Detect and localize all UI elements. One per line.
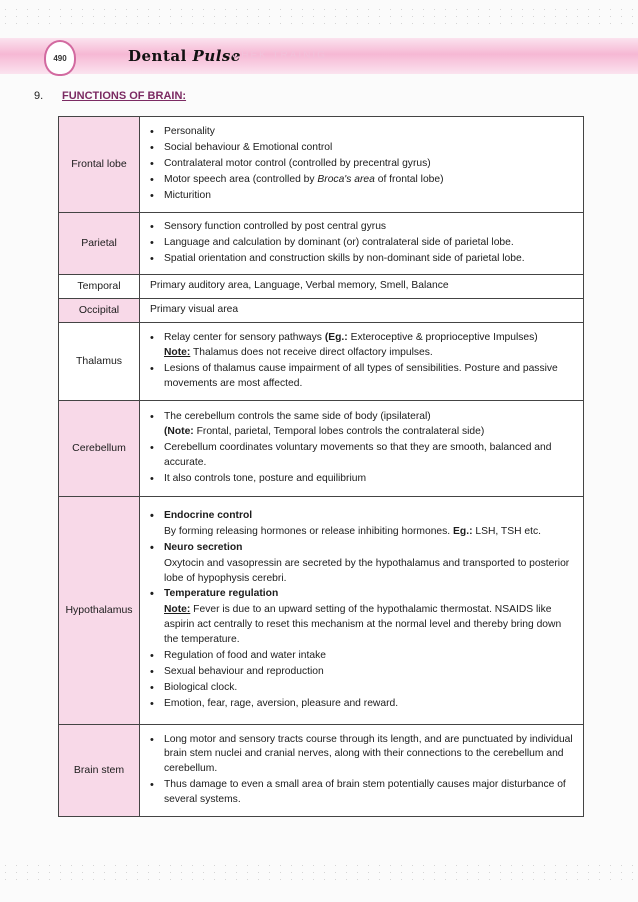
- row-label-cerebellum: Cerebellum: [59, 400, 140, 496]
- row-desc-frontal: [140, 117, 584, 213]
- header-ghost-text: CHEK TRAINIG: [232, 50, 327, 61]
- list-item: • Endocrine control: [150, 509, 575, 524]
- note-text: Note: Thalamus does not receive direct olfactory impulses.: [164, 347, 433, 359]
- table-row: [59, 117, 584, 213]
- page-number-badge: [44, 40, 76, 76]
- section-number: 9.: [34, 90, 44, 102]
- list-item: • Cerebellum coordinates voluntary movements so that they are smooth, balanced and accurate.: [150, 441, 575, 471]
- page-number: 490: [53, 53, 67, 63]
- row-desc-thalamus: [140, 322, 584, 400]
- list-item: • Sexual behaviour and reproduction: [150, 665, 575, 680]
- row-desc-cerebellum: [140, 400, 584, 496]
- list-item: • Motor speech area (controlled by Broca's area of frontal lobe): [150, 173, 575, 188]
- table-row: [59, 496, 584, 724]
- row-label-frontal: Frontal lobe: [59, 117, 140, 213]
- list-item: • Contralateral motor control (controlled by precentral gyrus): [150, 157, 575, 172]
- note-text: (Note: Frontal, parietal, Temporal lobes controls the contralateral side): [164, 426, 485, 438]
- bottom-speckle: [0, 862, 638, 880]
- row-desc-temporal: Primary auditory area, Language, Verbal memory, Smell, Balance: [140, 275, 584, 299]
- list-item: • Temperature regulation: [150, 587, 575, 602]
- row-desc-hypothalamus: [140, 496, 584, 724]
- sub-text: Note: Fever is due to an upward setting of the hypothalamic thermostat. NSAIDS like aspirin act centrally to reset this mechanism at the normal level and thereby bring down the temperature.: [164, 604, 562, 646]
- list-item: • Thus damage to even a small area of brain stem potentially causes major disturbance of several systems.: [150, 778, 575, 808]
- row-label-parietal: Parietal: [59, 213, 140, 275]
- list-item: • Long motor and sensory tracts course through its length, and are punctuated by individual brain stem nuclei and cranial nerves, along with their connections to the cerebellum and cerebellum.: [150, 733, 575, 778]
- sub-text: By forming releasing hormones or release inhibiting hormones. Eg.: LSH, TSH etc.: [164, 525, 541, 537]
- list-item: • The cerebellum controls the same side of body (ipsilateral): [150, 410, 575, 425]
- row-label-temporal: Temporal: [59, 275, 140, 299]
- list-item: • It also controls tone, posture and equilibrium: [150, 472, 575, 487]
- list-item: • Relay center for sensory pathways (Eg.: Exteroceptive & proprioceptive Impulses): [150, 331, 575, 346]
- top-speckle: [0, 6, 638, 24]
- table-row: [59, 400, 584, 496]
- list-item: • Language and calculation by dominant (or) contralateral side of parietal lobe.: [150, 236, 575, 251]
- table-row: [59, 213, 584, 275]
- row-label-brainstem: Brain stem: [59, 724, 140, 816]
- row-desc-occipital: Primary visual area: [140, 298, 584, 322]
- table-row: [59, 275, 584, 299]
- row-desc-parietal: [140, 213, 584, 275]
- row-label-thalamus: Thalamus: [59, 322, 140, 400]
- list-item: • Personality: [150, 125, 575, 140]
- table-row: [59, 724, 584, 816]
- list-item: • Social behaviour & Emotional control: [150, 141, 575, 156]
- section-title: FUNCTIONS OF BRAIN:: [62, 90, 187, 102]
- list-item: • Spatial orientation and construction skills by non-dominant side of parietal lobe.: [150, 252, 575, 267]
- row-desc-brainstem: [140, 724, 584, 816]
- list-item: • Emotion, fear, rage, aversion, pleasure and reward.: [150, 697, 575, 712]
- list-item: • Sensory function controlled by post central gyrus: [150, 220, 575, 235]
- brain-functions-table: [58, 116, 584, 817]
- row-label-occipital: Occipital: [59, 298, 140, 322]
- list-item: • Neuro secretion: [150, 541, 575, 556]
- list-item: • Lesions of thalamus cause impairment of all types of sensibilities. Posture and passive movements are most affected.: [150, 362, 575, 392]
- table-row: [59, 298, 584, 322]
- list-item: • Regulation of food and water intake: [150, 649, 575, 664]
- list-item: • Micturition: [150, 189, 575, 204]
- header-title: Dental Pulse: [128, 47, 241, 65]
- table-row: [59, 322, 584, 400]
- sub-text: Oxytocin and vasopressin are secreted by the hypothalamus and transported to posterior lobe of hypophysis cerebri.: [164, 557, 570, 584]
- row-label-hypothalamus: Hypothalamus: [59, 496, 140, 724]
- list-item: • Biological clock.: [150, 681, 575, 696]
